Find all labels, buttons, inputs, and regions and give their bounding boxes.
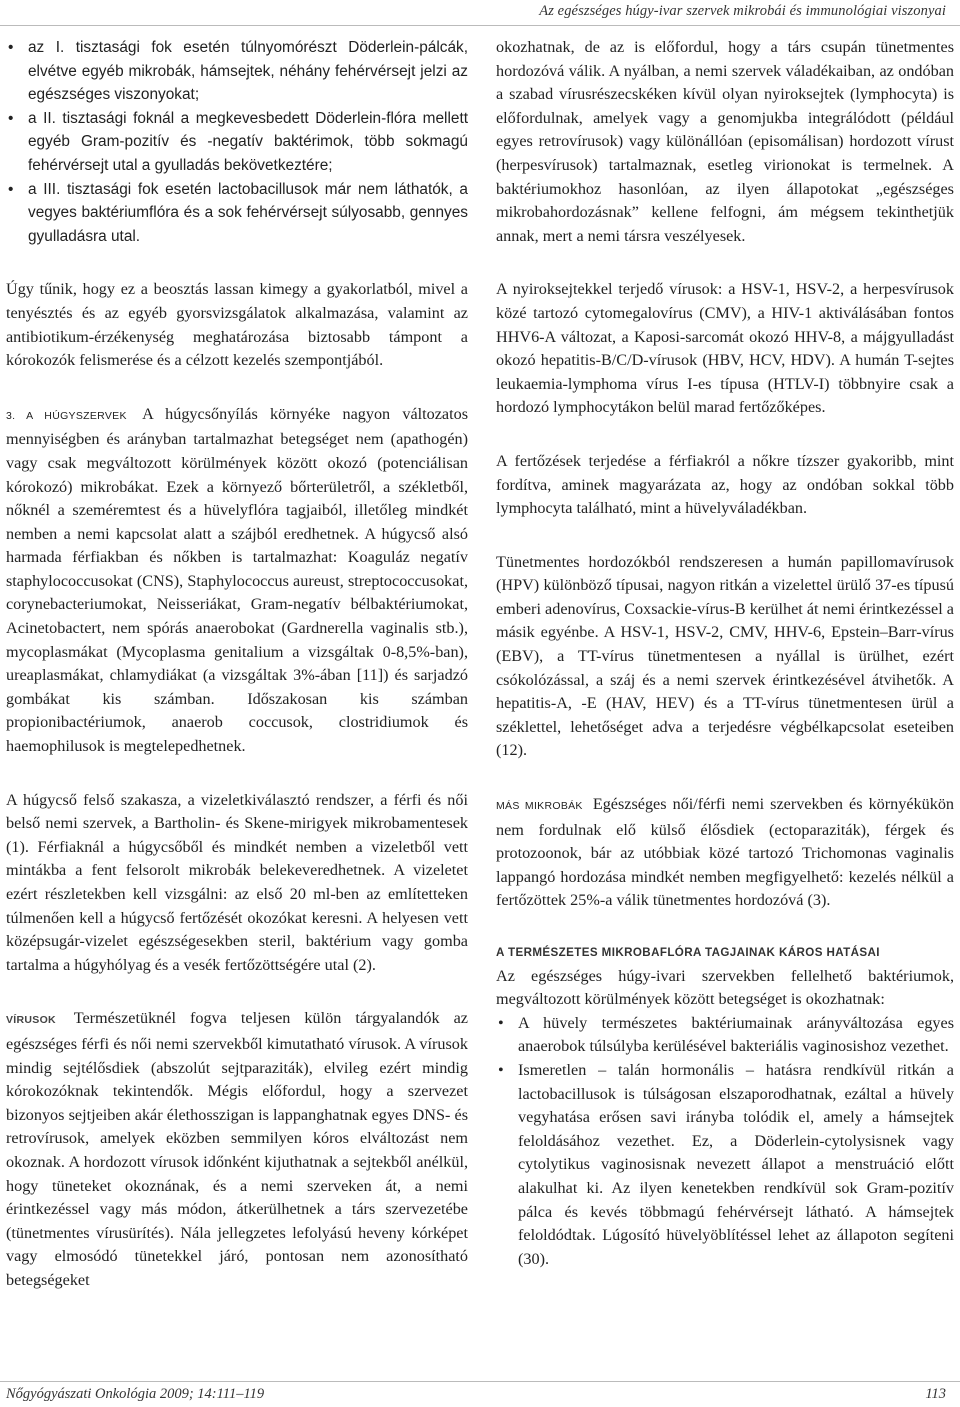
page-number: 113: [925, 1386, 946, 1402]
cleanliness-grade-list: [6, 36, 468, 248]
paragraph-urethra: [6, 403, 468, 759]
paragraph-viruses: [6, 1007, 468, 1292]
running-title: Az egészséges húgy-ivar szervek mikrobái és immunológiai viszonyai: [539, 3, 946, 19]
header-rule: [0, 25, 960, 26]
paragraph-lymphocyte-viruses: A nyiroksejtekkel terjedő vírusok: a HSV-1, HSV-2, a herpesvírusok közé tartozó cytomegalovírus (CMV), a HIV-1 aktiválásában fontos HHV6-A változat, a Kaposi-sarcomát okozó HHV-8, a májgyulladást okozó hepatitis-B/C/D-vírusok (HBV, HCV, HDV). A humán T-sejtes leukaemia-lymphoma vírus I-es típusa (HTLV-I) többnyire csak a hordozó lymphocytákon belül marad fertőzőképes.: [496, 280, 954, 417]
paragraph-classification: Úgy tűnik, hogy ez a beosztás lassan kimegy a gyakorlatból, mivel a tenyésztés és az egyéb gyorsvizsgálatok alkalmazása, valamint az antibiotikum-érzékenység meghatározása biztosabb támpont a kórokozók felismerése és a célzott kezelés szempontjából.: [6, 280, 468, 370]
paragraph-continuation: okozhatnak, de az is előfordul, hogy a társ csupán tünetmentes hordozóvá válik. A nyálban, a nemi szervek váladékaiban, az ondóban a szabad vírusrészecskéken kívül olyan nyiroksejtek (lymphocyta) is előfordulnak, amelyek vagy a genomjukba integrálódott (például egyes retrovírusok) vagy különállóan (episomálisan) hordozott vírust (herpesvírusok) tartalmaznak, esetleg virionokat is termelnek. A baktériumokhoz hasonlóan, az ilyen állapotokat „egészséges mikrobahordozásnak” kellene felfogni, ám mégsem tekinthetjük annak, mert a nemi társra veszélyesek.: [496, 38, 954, 245]
section-intro: Az egészséges húgy-ivari szervekben fellelhető baktériumok, megváltozott körülmények között betegséget is okozhatnak:: [496, 966, 954, 1009]
right-column: [496, 36, 954, 1271]
virus-heading: VÍRUSOK: [6, 1014, 56, 1027]
paragraph-transmission: A fertőzések terjedése a férfiakról a nőkre tízszer gyakoribb, mint fordítva, aminek magyarázata az, hogy az ondóban sokkal több lymphocyta található, mint a hüvelyváladékban.: [496, 451, 954, 518]
urethra-text: A húgycsőnyílás környéke nagyon változatos mennyiségben és arányban tartalmazhat betegséget nem (apathogén) vagy csak megváltozott körülmények között okozó (potenciálisan kórokozó) mikrobákat. Ezek a környező bőrterületről, a székletből, nőknél a szeméremtest és a hüvelyflóra tagjaiból, illetőleg mindkét nemben a nemi kapcsolat alatt a szájból eredhetnek. A húgycső alsó harmada férfiakban és nőkben is tartalmazhat: Koaguláz negatív staphylococcusokat (CNS), Staphylococcus aureust, streptococcusokat, corynebacteriumokat, Neisseriákat, Gram-negatív bélbaktériumokat, Acinetobactert, nem spórás anaerobokat (Gardnerella vaginalis stb.), mycoplasmákat (Mycoplasma genitalium a vizsgáltak 0-8,5%-ban), ureaplasmákat, chlamydiákat (a vizsgáltak 3%-ában [11]) és sarjadzó gombákat kis számban. Időszakosan kis számban propionibactériumok, anaerob coccusok, clostridiumok és haemophilusok is megtelepedhetnek.: [6, 404, 468, 756]
other-microbes-heading: MÁS MIKROBÁK: [496, 800, 583, 813]
list-item: • a II. tisztasági foknál a megkevesbedett Döderlein-flóra mellett egyéb Gram-pozitív és -negatív baktérimok, több sokmagú fehérvérsejt utal a gyulladás bekövetkeztére;: [6, 107, 468, 178]
footer-rule: [0, 1381, 960, 1382]
paragraph-asymptomatic-carriers: Tünetmentes hordozókból rendszeresen a humán papillomavírusok (HPV) különböző típusai, nagyon ritkán a vizelettel ürülő 37-es típusú emberi adenovírus, Coxsackie-vírus-B kerülhet át nemi érintkezéssel a másik egyénbe. A HSV-1, HSV-2, CMV, HHV-6, Epstein–Barr-vírus (EBV), a TT-vírus tünetmentesen a nyállal is ürülhet, ezért csókolózással, a száj és a nemi szervek érintkezésével átvihetők. A hepatitis-A, -E (HAV, HEV) és a TT-vírus tünetmentesen ürül a széklettel, lehetőséget adva a terjedésre végbélkapcsolat eseteiben (12).: [496, 552, 954, 760]
list-item: • a III. tisztasági fok esetén lactobacillusok már nem láthatók, a vegyes baktériumflóra és a sok fehérvérsejt súlyosabb, gennyes gyulladásra utal.: [6, 178, 468, 249]
paragraph-upper-urethra: A húgycső felső szakasza, a vizeletkiválasztó rendszer, a férfi és női belső nemi szervek, a Bartholin- és Skene-mirigyek mikrobamentesek (1). Férfiaknál a húgycsőből és mindkét nemben a vizeletből vett mintákba a fent felsorolt mikrobák belekeveredhetnek. A vizeletet ezért részletekben kell vizsgálni: az első 20 ml-ben az említetteken túlmenően kell a húgycső fertőzését okozókat keresni. A helyesen vett középsugár-vizelet egészségesekben steril, baktérium vagy gomba tartalma a húgyhólyag és a vesék fertőzöttségére utal (2).: [6, 790, 468, 974]
list-item: • az I. tisztasági fok esetén túlnyomórészt Döderlein-pálcák, elvétve egyéb mikrobák, hámsejtek, néhány fehérvérsejt jelzi az egészséges viszonyokat;: [6, 36, 468, 107]
journal-citation: Nőgyógyászati Onkológia 2009; 14:111–119: [6, 1386, 265, 1402]
list-item: • A hüvely természetes baktériumainak arányváltozása egyes anaerobok túlsúlyba kerülésével bakteriális vaginosishoz vezethet.: [496, 1012, 954, 1059]
left-column: [6, 36, 468, 1293]
paragraph-other-microbes: [496, 793, 954, 913]
other-microbes-text: Egészséges női/férfi nemi szervekben és környékükön nem fordulnak elő külső élősdiek (ectoparaziták), férgek és protozoonok, bár az utóbbiak közé tartozó Trichomonas vaginalis lappangó hordozása mindkét nemben megfigyelhető: kezelés nélkül a fertőzöttek 25%-a válik tünetmentes hordozóvá (3).: [496, 795, 955, 910]
harmful-effects-list: [496, 1012, 954, 1272]
virus-text: Természetüknél fogva teljesen külön tárgyalandók az egészséges férfi és női nemi szervekből kimutatható vírusok. A vírusok mindig sejtélősdiek (abszolút sejtparaziták), elvileg ezért mindig kórokozóknak tekintendők. Mégis előfordul, hogy a szervezet bizonyos sejtjeiben akár élethosszigan is lappanghatnak egyes DNS- és retrovírusok, amelyek eközben semmilyen kóros elváltozást nem okoznak. A hordozott vírusok időnként kijuthatnak a sejtekből anélkül, hogy tüneteket okoznának, és a nemi szerveken át, a nemi érintkezéssel vagy más módon, átkerülhetnek a társ szervezetébe (tünetmentes vírusürítés). Nála jellegzetes lefolyású heveny kórképet vagy elmosódó tünetekkel járó, pontosan nem azonosítható betegségeket: [6, 1009, 468, 1289]
urethra-heading: 3. A HÚGYSZERVEK: [6, 409, 127, 422]
list-item: • Ismeretlen – talán hormonális – hatásra rendkívül ritkán a lactobacillusok is túlságosan elszaporodhatnak, ezáltal a hüvely vegyhatása erősen savi irányba tolódik el, amely a hámsejtek feloldásához vezethet. Ez, a Döderlein-cytolysisnek vagy cytolytikus vaginosisnak nevezett állapot a menstruáció előtt alakulhat ki. Az ilyen kenetekben rendkívül sok Gram-pozitív pálca és kevés többmagú fehérvérsejt látható. A hámsejtek feloldódtak. Lúgosító hüvelyöblítéssel lehet az állapoton segíteni (30).: [496, 1059, 954, 1271]
section-title-harmful-effects: A TERMÉSZETES MIKROBAFLÓRA TAGJAINAK KÁROS HATÁSAI: [496, 946, 880, 959]
